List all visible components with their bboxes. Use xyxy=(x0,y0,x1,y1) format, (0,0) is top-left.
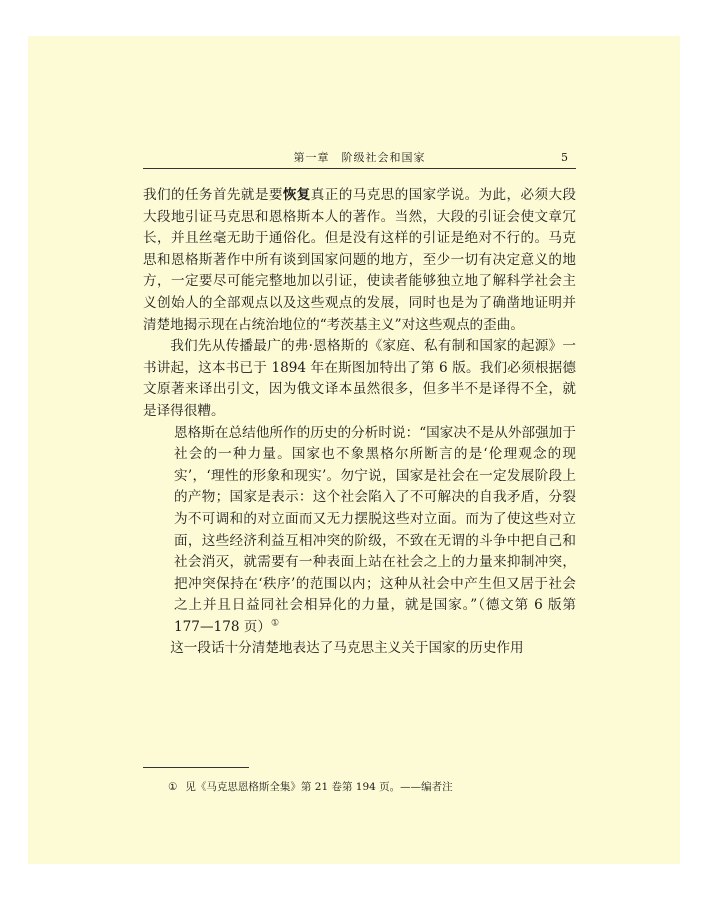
paragraph-3: 这一段话十分清楚地表达了马克思主义关于国家的历史作用 xyxy=(170,640,524,657)
footnote-mark: ① xyxy=(168,781,178,793)
footnote-reference[interactable]: ① xyxy=(271,618,280,629)
page-number: 5 xyxy=(561,151,568,164)
chapter-title: 第一章 阶级社会和国家 xyxy=(293,151,426,164)
emphasis-restore: 恢复 xyxy=(282,187,311,203)
footnote xyxy=(168,780,568,794)
body-text xyxy=(143,185,576,660)
footnote-rule xyxy=(143,767,249,768)
paragraph-1: 我们的任务首先就是要恢复真正的马克思的国家学说。为此，必须大段大段地引证马克思和恩格斯本人的著作。当然，大段的引证会使文章冗长，并且丝毫无助于通俗化。但是没有这样的引证是绝对不行的。马克思和恩格斯著作中所有谈到国家问题的地方，至少一切有决定意义的地方，一定要尽可能完整地加以引证，使读者能够独立地了解科学社会主义创始人的全部观点以及这些观点的发展，同时也是为了确凿地证明并清楚地揭示现在占统治地位的“考茨基主义”对这些观点的歪曲。 xyxy=(143,187,577,333)
running-header xyxy=(143,149,576,167)
block-quote: 恩格斯在总结他所作的历史的分析时说：“国家决不是从外部强加于社会的一种力量。国家也不象黑格尔所断言的是‘伦理观念的现实’，‘理性的形象和现实’。勿宁说，国家是社会在一定发展阶段上的产物；国家是表示：这个社会陷入了不可解决的自我矛盾，分裂为不可调和的对立面而又无力摆脱这些对立面。而为了使这些对立面，这些经济利益互相冲突的阶级，不致在无谓的斗争中把自己和社会消灭，就需要有一种表面上站在社会之上的力量来抑制冲突，把冲突保持在‘秩序’的范围以内；这种从社会中产生但又居于社会之上并且日益同社会相异化的力量，就是国家。”（德文第 6 版第 177—178 页）① xyxy=(174,424,576,635)
paragraph-2: 我们先从传播最广的弗·恩格斯的《家庭、私有制和国家的起源》一书讲起，这本书已于 1894 年在斯图加特出了第 6 版。我们必须根据德文原著来译出引文，因为俄文译本虽然很多，但多半不是译得不全，就是译得很糟。 xyxy=(143,338,576,419)
footnote-text: 见《马克思恩格斯全集》第 21 卷第 194 页。——编者注 xyxy=(185,781,453,793)
header-rule xyxy=(143,168,576,169)
